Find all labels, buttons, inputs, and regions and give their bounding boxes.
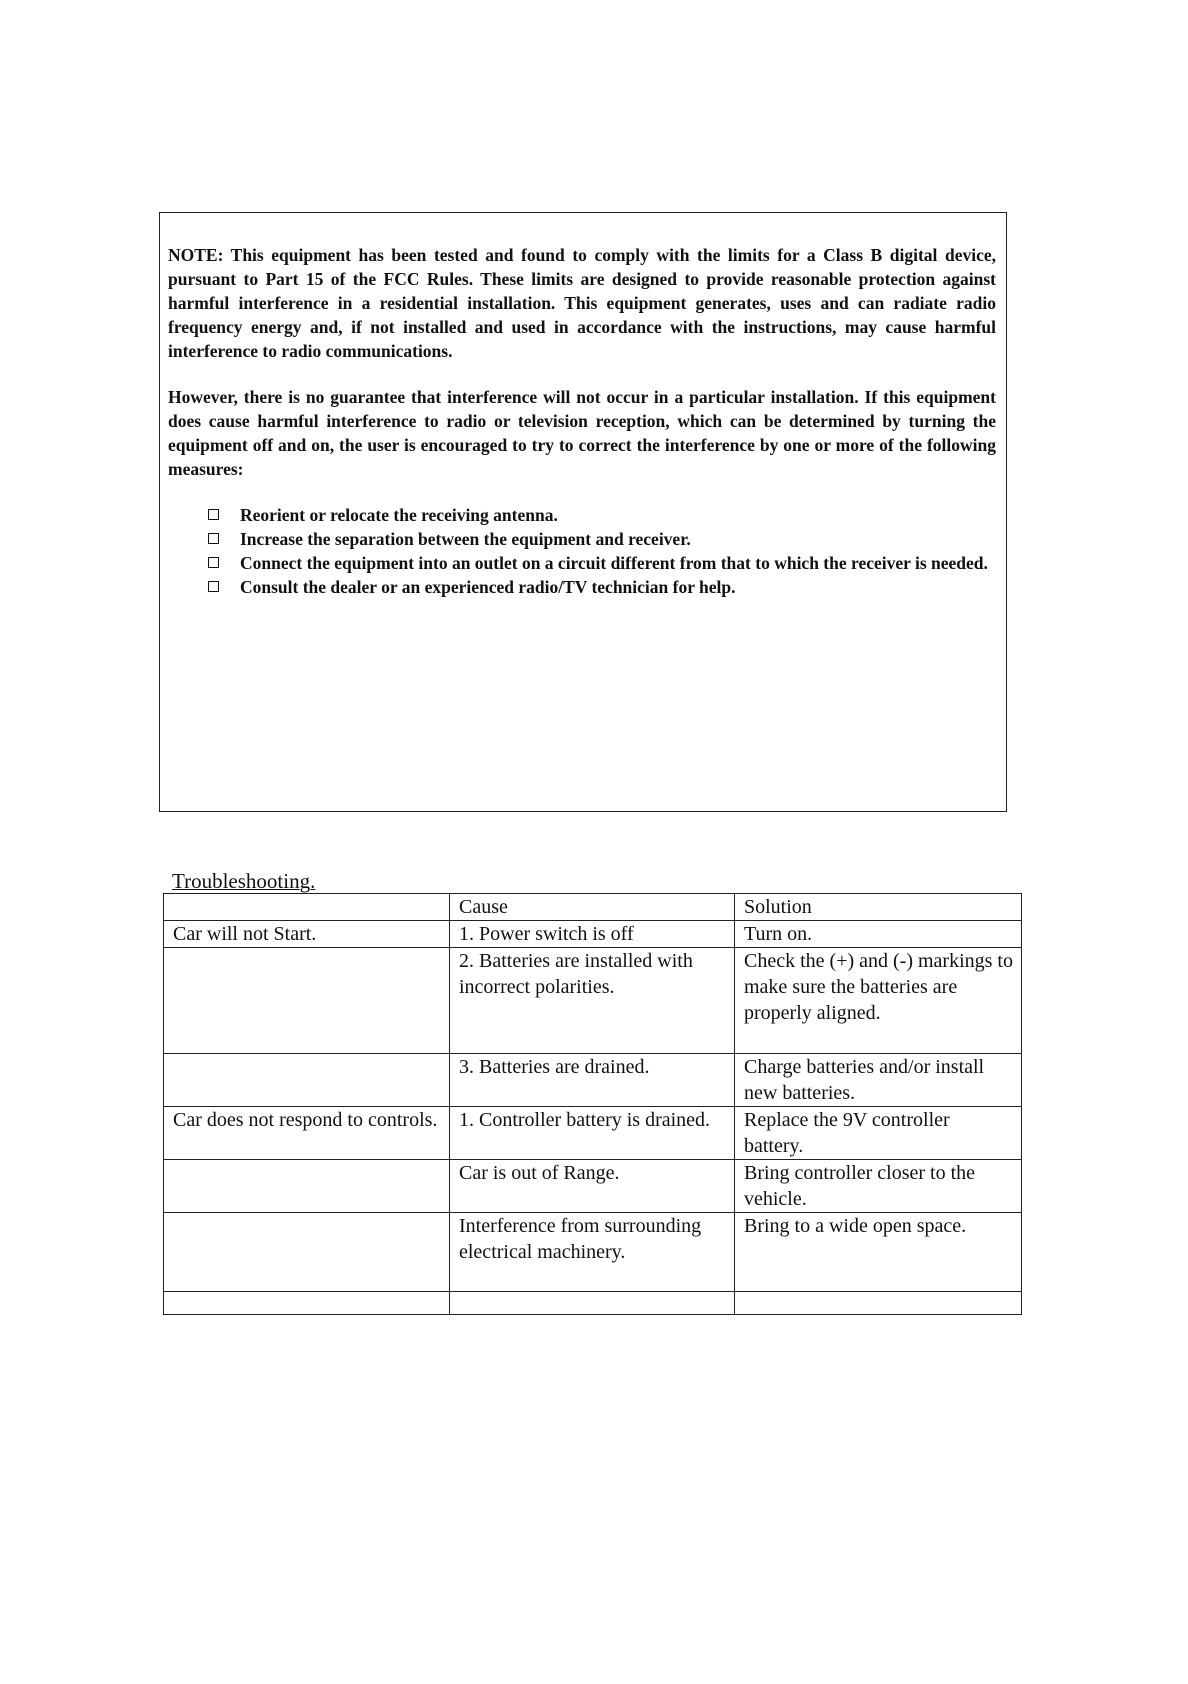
checkbox-icon — [208, 581, 219, 592]
table-row — [164, 1160, 1022, 1213]
problem-cell — [164, 948, 450, 1054]
cause-cell: 2. Batteries are installed with incorrect polarities. — [450, 948, 735, 1054]
troubleshooting-title: Troubleshooting. — [172, 869, 316, 893]
header-problem — [164, 894, 450, 921]
solution-cell: Replace the 9V controller battery. — [735, 1107, 1022, 1160]
measure-item: Increase the separation between the equipment and receiver. — [168, 527, 996, 551]
fcc-note-paragraph-1: NOTE: This equipment has been tested and found to comply with the limits for a Class B digital device, pursuant to Part 15 of the FCC Rules. These limits are designed to provide reasonable protection against harmful interference in a residential installation. This equipment generates, uses and can radiate radio frequency energy and, if not installed and used in accordance with the instructions, may cause harmful interference to radio communications. — [168, 245, 996, 361]
table-row — [164, 948, 1022, 1054]
cause-cell: 1. Power switch is off — [450, 921, 735, 948]
table-row — [164, 921, 1022, 948]
table-header-row — [164, 894, 1022, 921]
table-row-empty — [164, 1292, 1022, 1315]
cause-cell: 3. Batteries are drained. — [450, 1054, 735, 1107]
problem-cell: Car does not respond to controls. — [164, 1107, 450, 1160]
solution-cell: Bring to a wide open space. — [735, 1213, 1022, 1292]
checkbox-icon — [208, 509, 219, 520]
measures-list — [168, 503, 996, 599]
measure-item: Consult the dealer or an experienced radio/TV technician for help. — [168, 575, 996, 599]
table-row — [164, 1107, 1022, 1160]
table-row — [164, 1054, 1022, 1107]
troubleshooting-table — [163, 893, 1022, 1315]
checkbox-icon — [208, 533, 219, 544]
fcc-note-text — [168, 243, 996, 599]
measure-item: Connect the equipment into an outlet on a circuit different from that to which the receiver is needed. — [168, 551, 996, 575]
solution-cell: Bring controller closer to the vehicle. — [735, 1160, 1022, 1213]
problem-cell: Car will not Start. — [164, 921, 450, 948]
solution-cell: Check the (+) and (-) markings to make sure the batteries are properly aligned. — [735, 948, 1022, 1054]
fcc-note-paragraph-2: However, there is no guarantee that interference will not occur in a particular installation. If this equipment does cause harmful interference to radio or television reception, which can be determined by turning the equipment off and on, the user is encouraged to try to correct the interference by one or more of the following measures: — [168, 387, 996, 479]
problem-cell — [164, 1160, 450, 1213]
solution-cell: Charge batteries and/or install new batteries. — [735, 1054, 1022, 1107]
cause-cell — [450, 1292, 735, 1315]
solution-cell — [735, 1292, 1022, 1315]
problem-cell — [164, 1054, 450, 1107]
problem-cell — [164, 1213, 450, 1292]
checkbox-icon — [208, 557, 219, 568]
cause-cell: 1. Controller battery is drained. — [450, 1107, 735, 1160]
problem-cell — [164, 1292, 450, 1315]
measure-item: Reorient or relocate the receiving antenna. — [168, 503, 996, 527]
header-cause: Cause — [450, 894, 735, 921]
cause-cell: Interference from surrounding electrical machinery. — [450, 1213, 735, 1292]
header-solution: Solution — [735, 894, 1022, 921]
cause-cell: Car is out of Range. — [450, 1160, 735, 1213]
solution-cell: Turn on. — [735, 921, 1022, 948]
table-row — [164, 1213, 1022, 1292]
